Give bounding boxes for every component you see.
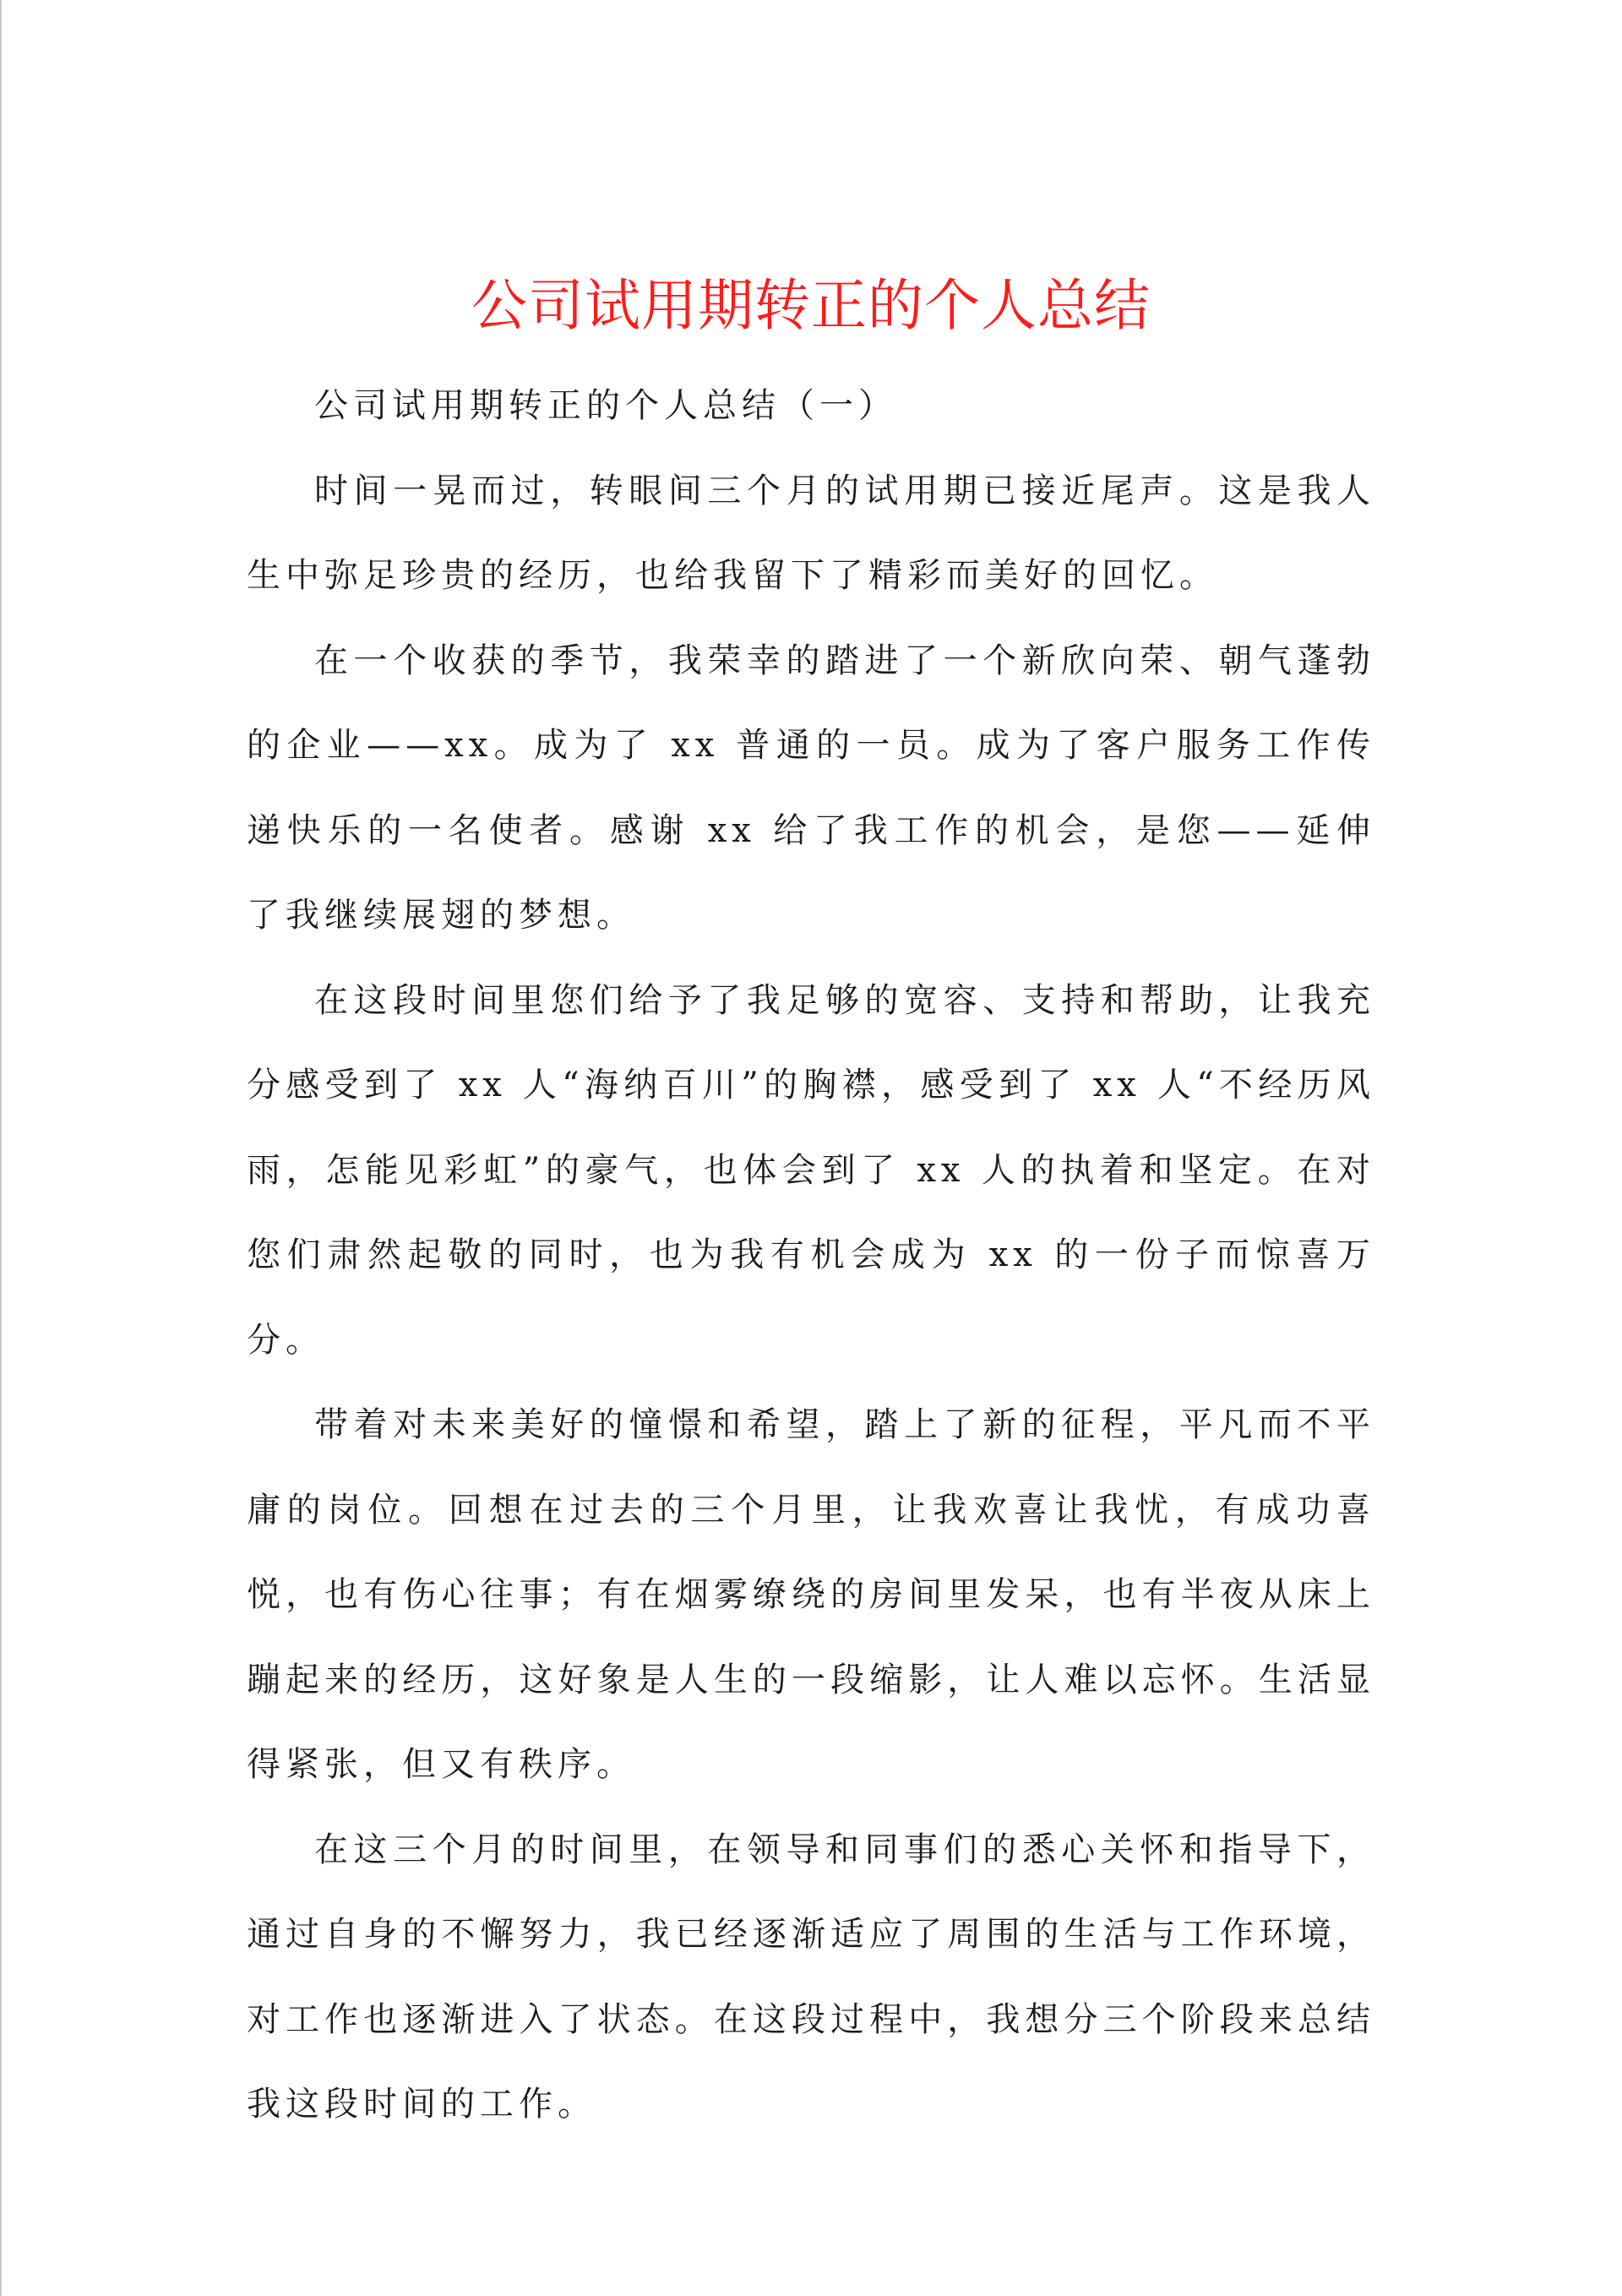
paragraph-3: 在这段时间里您们给予了我足够的宽容、支持和帮助，让我充分感受到了 xx 人“海纳百川”的胸襟，感受到了 xx 人“不经历风雨，怎能见彩虹”的豪气，也体会到了 xx 人的执着和坚定。在对您们肃然起敬的同时，也为我有机会成为 xx 的一份子而惊喜万分。 xyxy=(247,980,1375,1360)
paragraph-1: 时间一晃而过，转眼间三个月的试用期已接近尾声。这是我人生中弥足珍贵的经历，也给我留下了精彩而美好的回忆。 xyxy=(247,471,1375,595)
document-title: 公司试用期转正的个人总结 xyxy=(471,273,1151,339)
paragraph-4: 带着对未来美好的憧憬和希望，踏上了新的征程，平凡而不平庸的岗位。回想在过去的三个月里，让我欢喜让我忧，有成功喜悦，也有伤心往事；有在烟雾缭绕的房间里发呆，也有半夜从床上蹦起来的经历，这好象是人生的一段缩影，让人难以忘怀。生活显得紧张，但又有秩序。 xyxy=(247,1405,1375,1784)
paragraph-5: 在这三个月的时间里，在领导和同事们的悉心关怀和指导下，通过自身的不懈努力，我已经逐渐适应了周围的生活与工作环境，对工作也逐渐进入了状态。在这段过程中，我想分三个阶段来总结我这段时间的工作。 xyxy=(247,1830,1375,2124)
document-body xyxy=(247,363,1375,2147)
paragraph-2: 在一个收获的季节，我荣幸的踏进了一个新欣向荣、朝气蓬勃的企业——xx。成为了 xx 普通的一员。成为了客户服务工作传递快乐的一名使者。感谢 xx 给了我工作的机会，是您——延伸了我继续展翅的梦想。 xyxy=(247,641,1375,935)
section-heading: 公司试用期转正的个人总结（一） xyxy=(314,386,897,425)
